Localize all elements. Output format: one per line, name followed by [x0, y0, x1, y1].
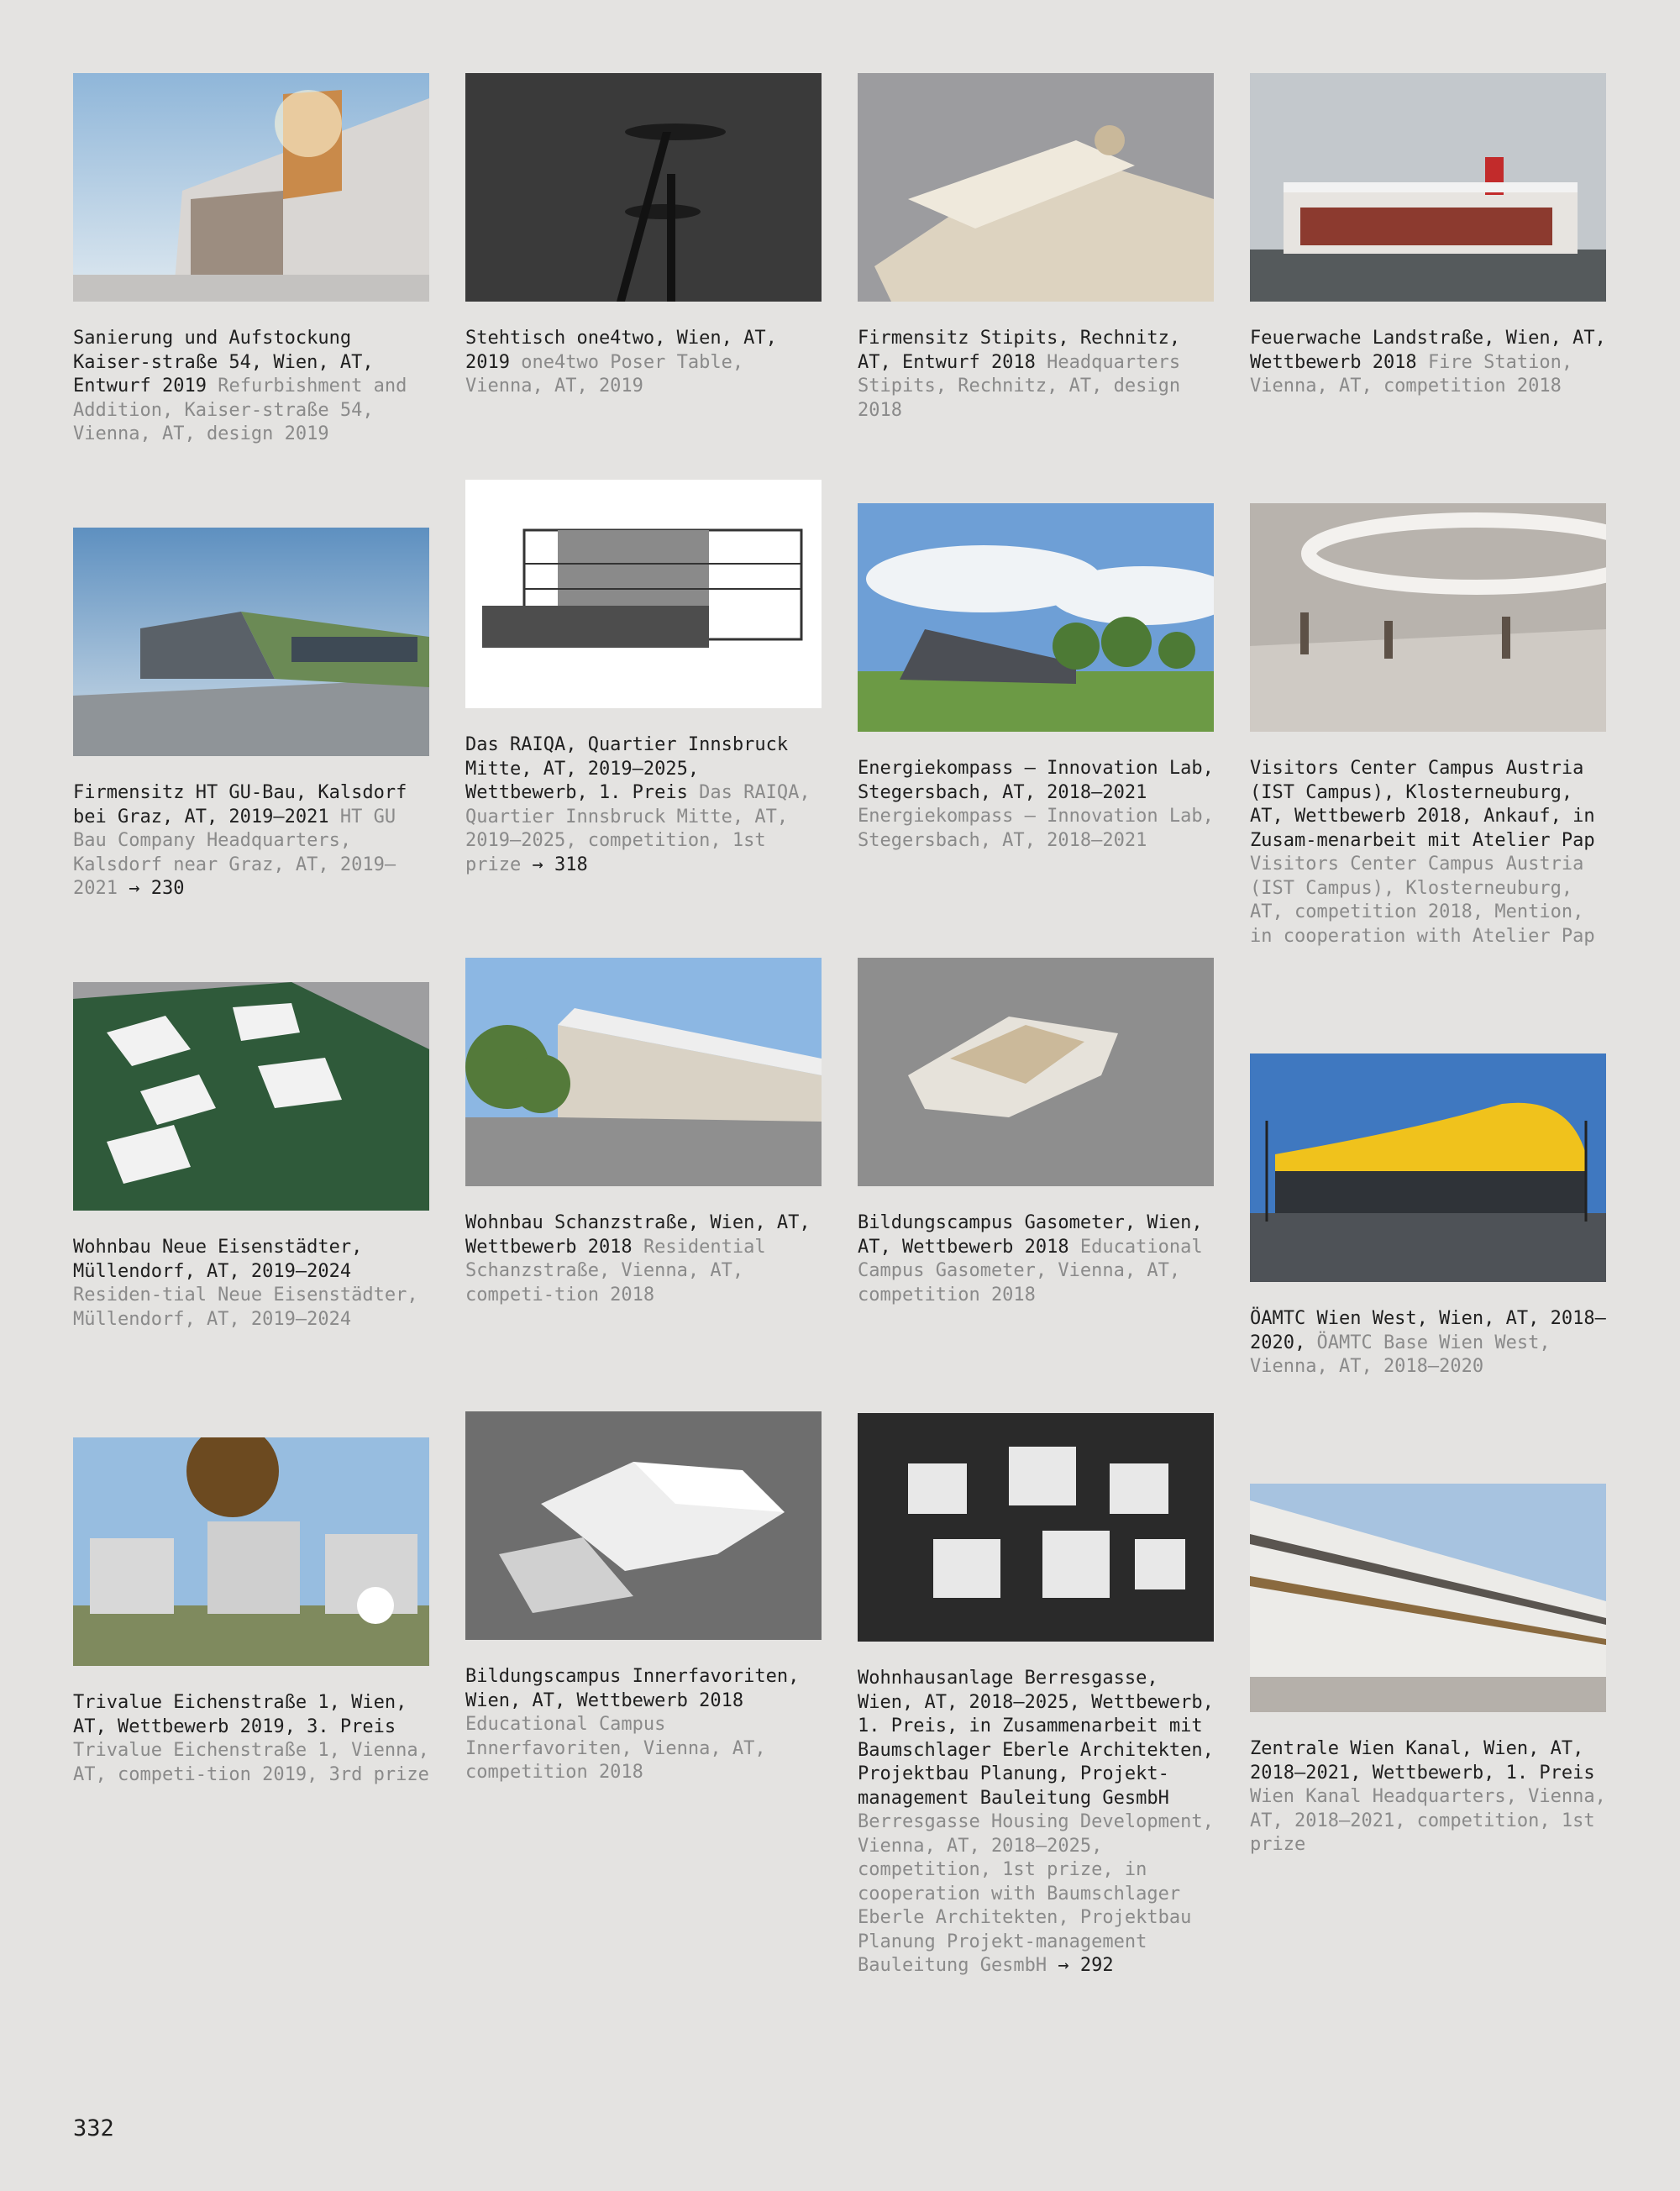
caption-german: Sanierung und Aufstockung Kaiser-straße 54, Wien, AT, Entwurf 2019 [73, 328, 374, 397]
project-photo [73, 73, 429, 302]
caption-english: Residential Schanzstraße, Vienna, AT, competi-tion 2018 [465, 1236, 766, 1306]
project-caption [73, 1236, 429, 1332]
project-photo [1250, 1484, 1606, 1712]
project-caption [465, 1211, 822, 1307]
project-photo [465, 1411, 822, 1640]
caption-german: Bildungscampus Gasometer, Wien, AT, Wettbewerb 2018 [858, 1212, 1203, 1258]
project-item [858, 958, 1214, 1307]
project-photo [1250, 73, 1606, 302]
project-photo [465, 73, 822, 302]
caption-english: Educational Campus Innerfavoriten, Vienna, AT, competition 2018 [465, 1714, 766, 1783]
project-caption [858, 1667, 1214, 1978]
caption-english: Trivalue Eichenstraße 1, Vienna, AT, competi-tion 2019, 3rd prize [73, 1740, 429, 1785]
project-photo [465, 480, 822, 708]
project-item [858, 503, 1214, 853]
caption-english: Das RAIQA, Quartier Innsbruck Mitte, AT, 2019–2025, competition, 1st prize [465, 782, 811, 875]
caption-german: Trivalue Eichenstraße 1, Wien, AT, Wettbewerb 2019, 3. Preis [73, 1692, 407, 1737]
caption-german: Energiekompass – Innovation Lab, Stegersbach, AT, 2018–2021 [858, 758, 1214, 803]
caption-english: Energiekompass – Innovation Lab, Stegersbach, AT, 2018–2021 [858, 806, 1214, 851]
caption-english: HT GU Bau Company Headquarters, Kalsdorf near Graz, AT, 2019–2021 [73, 806, 396, 899]
project-item [73, 73, 429, 447]
project-photo [465, 958, 822, 1186]
project-caption [73, 781, 429, 901]
project-caption [858, 1211, 1214, 1307]
project-caption [73, 327, 429, 447]
project-photo [73, 982, 429, 1211]
project-caption [1250, 757, 1606, 948]
caption-german: Wohnbau Neue Eisenstädter, Müllendorf, AT, 2019–2024 [73, 1237, 363, 1282]
project-item [465, 958, 822, 1307]
project-item [73, 1437, 429, 1787]
project-caption [465, 733, 822, 877]
project-caption [1250, 327, 1606, 399]
page-number: 332 [73, 2115, 114, 2141]
page-reference: → 318 [532, 854, 588, 875]
caption-german: Firmensitz HT GU-Bau, Kalsdorf bei Graz, AT, 2019–2021 [73, 782, 407, 828]
project-photo [73, 1437, 429, 1666]
project-item [465, 73, 822, 399]
caption-german: ÖAMTC Wien West, Wien, AT, 2018–2020, [1250, 1308, 1606, 1353]
page-reference: → 292 [1058, 1955, 1114, 1976]
caption-german: Feuerwache Landstraße, Wien, AT, Wettbewerb 2018 [1250, 328, 1606, 373]
caption-english: Wien Kanal Headquarters, Vienna, AT, 2018–2021, competition, 1st prize [1250, 1786, 1606, 1855]
project-caption [465, 327, 822, 399]
caption-german: Wohnbau Schanzstraße, Wien, AT, Wettbewerb 2018 [465, 1212, 811, 1258]
caption-english: Residen-tial Neue Eisenstädter, Müllendorf, AT, 2019–2024 [73, 1285, 418, 1330]
caption-german: Firmensitz Stipits, Rechnitz, AT, Entwurf 2018 [858, 328, 1181, 373]
caption-german: Das RAIQA, Quartier Innsbruck Mitte, AT, 2019–2025, Wettbewerb, 1. Preis [465, 734, 789, 803]
project-item [1250, 73, 1606, 399]
caption-english: Berresgasse Housing Development, Vienna, AT, 2018–2025, competition, 1st prize, in cooperation with Baumschlager Eberle Architekten, Projektbau Planung Projekt-management Bauleitung GesmbH [858, 1811, 1214, 1976]
project-photo [858, 1413, 1214, 1642]
caption-english: Visitors Center Campus Austria (IST Campus), Klosterneuburg, AT, competition 2018, Mention, in cooperation with Atelier Pap [1250, 854, 1595, 947]
project-caption [1250, 1307, 1606, 1379]
project-caption [465, 1665, 822, 1785]
project-photo [1250, 503, 1606, 732]
caption-english: Refurbishment and Addition, Kaiser-straße 54, Vienna, AT, design 2019 [73, 376, 407, 444]
project-item [73, 982, 429, 1332]
caption-german: Stehtisch one4two, Wien, AT, 2019 [465, 328, 777, 373]
project-photo [858, 503, 1214, 732]
caption-german: Wohnhausanlage Berresgasse, Wien, AT, 2018–2025, Wettbewerb, 1. Preis, in Zusammenarbeit mit Baumschlager Eberle Architekten, Projektbau Planung, Projekt-management Bauleitung GesmbH [858, 1668, 1214, 1809]
project-item [1250, 1053, 1606, 1379]
project-caption [1250, 1737, 1606, 1857]
project-caption [73, 1691, 429, 1787]
caption-english: Headquarters Stipits, Rechnitz, AT, design 2018 [858, 351, 1181, 421]
project-item [858, 73, 1214, 423]
caption-english: Fire Station, Vienna, AT, competition 2018 [1250, 351, 1573, 397]
caption-german: Zentrale Wien Kanal, Wien, AT, 2018–2021, Wettbewerb, 1. Preis [1250, 1738, 1595, 1784]
project-item [73, 528, 429, 901]
caption-german: Visitors Center Campus Austria (IST Campus), Klosterneuburg, AT, Wettbewerb 2018, Ankauf, in Zusam-menarbeit mit Atelier Pap [1250, 758, 1595, 851]
project-item [858, 1413, 1214, 1978]
caption-english: one4two Poser Table, Vienna, AT, 2019 [465, 351, 744, 397]
caption-german: Bildungscampus Innerfavoriten, Wien, AT, Wettbewerb 2018 [465, 1666, 800, 1711]
project-item [1250, 1484, 1606, 1857]
page-reference: → 230 [129, 878, 185, 899]
caption-english: ÖAMTC Base Wien West, Vienna, AT, 2018–2020 [1250, 1332, 1551, 1377]
project-item [1250, 503, 1606, 948]
caption-english: Educational Campus Gasometer, Vienna, AT, competition 2018 [858, 1236, 1203, 1306]
project-photo [73, 528, 429, 756]
project-photo [858, 73, 1214, 302]
project-item [465, 1411, 822, 1785]
project-photo [1250, 1053, 1606, 1282]
project-item [465, 480, 822, 877]
project-photo [858, 958, 1214, 1186]
project-caption [858, 757, 1214, 853]
project-caption [858, 327, 1214, 423]
